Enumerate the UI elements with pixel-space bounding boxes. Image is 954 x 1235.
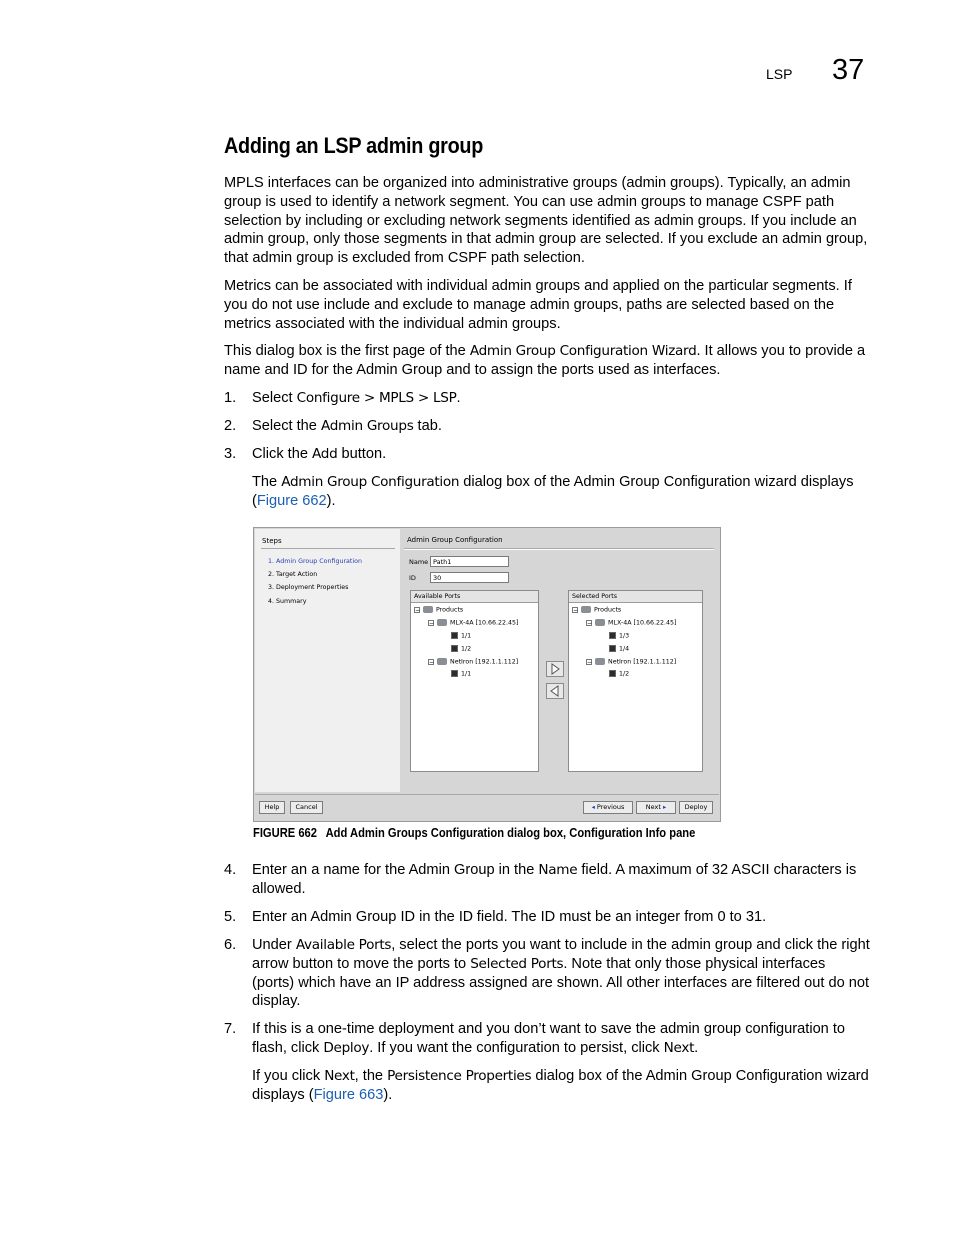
step-text (252, 445, 870, 464)
port-icon (451, 632, 458, 639)
ui-term: Next (663, 1039, 695, 1056)
port-icon (609, 670, 616, 677)
paragraph-intro: MPLS interfaces can be organized into administrative groups (admin groups). Typically, an admin group is used to identify a network segment. You can use admin groups to manage CSPF path selection by including or excluding network segments identified as admin groups. If you include an admin group, only those segments in that admin group are selected. If you exclude an admin group, that admin group is excluded from CSPF path selection. (224, 175, 868, 267)
figure-link[interactable]: Figure 662 (256, 492, 327, 509)
admin-group-dialog-screenshot (253, 527, 721, 822)
ui-term: Admin Groups (320, 418, 414, 434)
text: This dialog box is the first page of the (224, 343, 470, 359)
router-icon (437, 619, 447, 626)
id-label: ID (409, 574, 416, 582)
text: . (456, 390, 461, 406)
previous-arrow-icon: ◂ (591, 803, 597, 811)
figure-label: FIGURE 662 (253, 825, 318, 840)
right-arrow-icon (547, 662, 563, 676)
step-7-note (252, 1067, 870, 1105)
tree-node-port[interactable] (451, 670, 471, 678)
text: It allows you to provide a name and ID for the Admin Group and to assign the ports used as interfaces. (224, 343, 866, 378)
divider (404, 548, 714, 550)
text: field. The ID must be an integer from 0 to 31. (472, 909, 767, 925)
text: Click the (252, 446, 313, 462)
wizard-step-2[interactable]: 2. Target Action (268, 571, 318, 578)
text: tab. (413, 418, 442, 434)
port-icon (609, 632, 616, 639)
tree-node-port[interactable] (609, 632, 629, 640)
next-label: Next (645, 803, 661, 811)
tree-node-port[interactable] (609, 645, 629, 653)
collapse-icon[interactable]: − (415, 606, 421, 614)
step-text (252, 389, 870, 408)
text: If you click (252, 1068, 325, 1084)
text: ). (326, 492, 336, 509)
section-title: Adding an LSP admin group (224, 133, 484, 158)
id-field[interactable]: 30 (430, 572, 509, 583)
help-button[interactable]: Help (259, 801, 285, 814)
wizard-step-3[interactable]: 3. Deployment Properties (268, 584, 349, 591)
tree-node-port[interactable] (609, 670, 629, 678)
ui-term: Next (324, 1068, 355, 1084)
text: Select (252, 390, 297, 406)
router-icon (595, 619, 605, 626)
collapse-icon[interactable]: − (429, 658, 435, 666)
selected-ports-header: Selected Ports (569, 591, 702, 603)
tree-label: 1/1 (461, 632, 472, 640)
tree-label: 1/1 (461, 670, 472, 678)
running-header-section: LSP (766, 66, 793, 82)
tree-label: 1/4 (619, 645, 630, 653)
move-left-button[interactable] (546, 683, 564, 699)
ui-term: Admin Group Configuration (281, 474, 460, 490)
port-icon (451, 645, 458, 652)
tree-label: MLX-4A [10.66.22.45] (450, 619, 519, 627)
chapter-number: 37 (832, 54, 865, 86)
previous-label: Previous (596, 803, 625, 811)
text: Enter an Admin Group ID in the (252, 909, 459, 925)
collapse-icon[interactable]: − (573, 606, 579, 614)
paragraph-metrics: Metrics can be associated with individual admin groups and applied on the particular segments. If you do not use include and exclude to manage admin groups, paths are selected based on the metrics associated with the individual admin groups. (224, 278, 852, 332)
step-number: 2. (224, 418, 237, 434)
step-text (252, 417, 870, 436)
collapse-icon[interactable]: − (587, 658, 593, 666)
wizard-step-4[interactable]: 4. Summary (268, 598, 307, 605)
ui-term: Deploy (323, 1039, 370, 1056)
step-text (252, 861, 870, 899)
step-3-note (252, 473, 870, 511)
tree-node-device[interactable] (428, 658, 518, 666)
folder-icon (581, 606, 591, 613)
paragraph-dialog-intro (224, 342, 870, 380)
step-number: 5. (224, 909, 237, 925)
previous-button[interactable] (583, 801, 633, 814)
ui-term: Add (312, 446, 338, 462)
text: Enter an a name for the Admin Group in the (252, 862, 539, 878)
port-icon (451, 670, 458, 677)
text: If this is a one-time deployment and you don’t want to save the admin group configuration to flash, click (252, 1021, 846, 1056)
tree-node-device[interactable] (586, 658, 676, 666)
tree-label: 1/2 (461, 645, 472, 653)
text: dialog box of the Admin Group Configuration wizard displays ( (252, 1068, 869, 1103)
next-arrow-icon: ▸ (660, 803, 667, 811)
tree-label: MLX-4A [10.66.22.45] (608, 619, 677, 627)
cancel-button[interactable]: Cancel (290, 801, 323, 814)
divider (255, 794, 719, 795)
tree-node-port[interactable] (451, 632, 471, 640)
text: . If you want the configuration to persist, click (369, 1039, 664, 1056)
available-ports-list[interactable] (410, 590, 539, 772)
step-text (252, 1020, 870, 1058)
next-button[interactable] (636, 801, 676, 814)
tree-label: NetIron [192.1.1.112] (608, 658, 677, 666)
selected-ports-list[interactable] (568, 590, 703, 772)
tree-label: Products (594, 606, 622, 614)
collapse-icon[interactable]: − (429, 619, 435, 627)
figure-link[interactable]: Figure 663 (313, 1086, 384, 1103)
text: . (694, 1039, 699, 1056)
tree-label: 1/3 (619, 632, 630, 640)
tree-node-products[interactable] (414, 606, 463, 614)
tree-label: Products (436, 606, 464, 614)
ui-term: Selected Ports (470, 955, 564, 972)
text: dialog box of the Admin Group Configuration wizard displays ( (252, 474, 854, 509)
wizard-steps-panel (255, 529, 400, 792)
tree-label: 1/2 (619, 670, 630, 678)
steps-title: Steps (262, 537, 282, 545)
ui-term: Admin Group Configuration Wizard. (469, 343, 701, 359)
tree-node-products[interactable] (572, 606, 621, 614)
tree-label: NetIron [192.1.1.112] (450, 658, 519, 666)
text: , select the ports you want to include in the admin group and click the right arrow button to move the ports to (252, 937, 870, 972)
text: field. A maximum of 32 ASCII characters is allowed. (252, 862, 857, 897)
tree-node-device[interactable] (586, 619, 677, 627)
router-icon (437, 658, 447, 665)
name-field[interactable]: Path1 (430, 556, 509, 567)
text: Select the (252, 418, 321, 434)
step-number: 4. (224, 862, 237, 878)
router-icon (595, 658, 605, 665)
text: Under (252, 937, 296, 953)
step-text (252, 908, 870, 927)
text: ). (383, 1086, 393, 1103)
move-right-button[interactable] (546, 661, 564, 677)
port-icon (609, 645, 616, 652)
text: button. (337, 446, 387, 462)
text: The (252, 474, 282, 490)
tree-node-device[interactable] (428, 619, 519, 627)
figure-caption (253, 825, 695, 840)
name-label: Name (409, 558, 429, 566)
step-number: 7. (224, 1021, 237, 1037)
ui-term: Available Ports (295, 937, 392, 953)
available-ports-header: Available Ports (411, 591, 538, 603)
text: . Note that only those physical interfaces (ports) which have an IP address assigned are shown. All other interfaces are filtered out do not display. (252, 955, 870, 1010)
ui-term: Configure > MPLS > LSP (296, 390, 457, 406)
step-number: 6. (224, 937, 237, 953)
tree-node-port[interactable] (451, 645, 471, 653)
wizard-step-1[interactable]: 1. Admin Group Configuration (268, 558, 362, 565)
figure-caption-text: Add Admin Groups Configuration dialog box, Configuration Info pane (325, 825, 696, 840)
deploy-button[interactable]: Deploy (679, 801, 713, 814)
ui-term: Persistence Properties (387, 1068, 532, 1084)
step-number: 1. (224, 390, 237, 406)
text: , the (354, 1068, 388, 1084)
ui-term: Name (538, 862, 578, 878)
step-text (252, 936, 870, 1011)
left-arrow-icon (547, 684, 563, 698)
collapse-icon[interactable]: − (587, 619, 593, 627)
divider (261, 548, 395, 549)
ui-term: ID (458, 909, 473, 925)
step-number: 3. (224, 446, 237, 462)
folder-icon (423, 606, 433, 613)
pane-title: Admin Group Configuration (407, 536, 503, 544)
